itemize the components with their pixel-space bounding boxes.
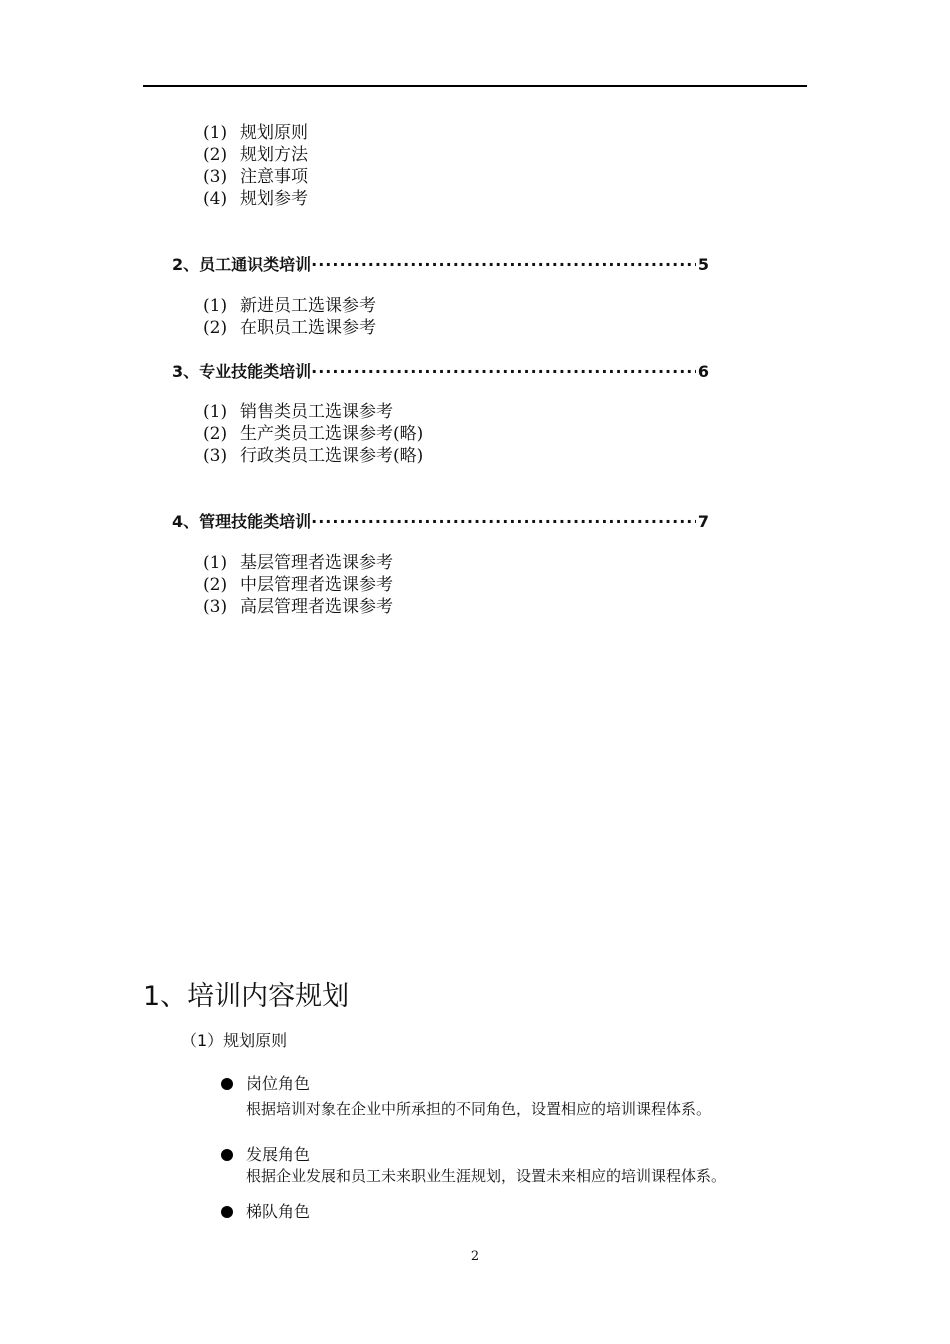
toc-item-number: (3) — [203, 597, 228, 617]
toc-leader-dots — [311, 362, 696, 382]
subsection-title: （1）规划原则 — [181, 1031, 288, 1050]
bullet-title: 岗位角色 — [246, 1074, 311, 1093]
toc-item-number: (4) — [203, 189, 228, 209]
toc-item-number: (1) — [203, 296, 228, 316]
toc-entry-title: 4、管理技能类培训 — [172, 512, 312, 531]
toc-entry-title: 2、员工通识类培训 — [172, 255, 312, 274]
toc-item-label: 新进员工选课参考 — [240, 296, 376, 316]
toc-entry-page: 6 — [697, 362, 709, 381]
page-number: 2 — [470, 1249, 480, 1264]
toc-item-label: 规划原则 — [240, 123, 308, 143]
toc-item-number: (2) — [203, 318, 228, 338]
toc-leader-dots — [311, 255, 696, 275]
toc-item-label: 基层管理者选课参考 — [240, 553, 393, 573]
toc-item-label: 注意事项 — [240, 167, 308, 187]
toc-item — [203, 597, 393, 617]
toc-item — [203, 145, 308, 165]
toc-entry-general-training[interactable] — [172, 255, 709, 275]
toc-item — [203, 318, 376, 338]
toc-item — [203, 553, 393, 573]
toc-item — [203, 296, 376, 316]
toc-item — [203, 167, 308, 187]
toc-item-number: (1) — [203, 553, 228, 573]
section-title: 1、培训内容规划 — [143, 981, 350, 1012]
toc-item — [203, 123, 308, 143]
bullet-title: 发展角色 — [246, 1145, 311, 1164]
bullet-icon — [221, 1078, 233, 1090]
header-rule — [143, 85, 807, 87]
toc-entry-title: 3、专业技能类培训 — [172, 362, 312, 381]
toc-item-number: (3) — [203, 167, 228, 187]
toc-item-label: 生产类员工选课参考(略) — [240, 424, 424, 444]
toc-item — [203, 446, 423, 466]
toc-item-label: 行政类员工选课参考(略) — [240, 446, 424, 466]
toc-entry-page: 7 — [697, 512, 709, 531]
bullet-title: 梯队角色 — [246, 1202, 311, 1221]
toc-item — [203, 189, 308, 209]
toc-entry-page: 5 — [697, 255, 709, 274]
toc-item-number: (1) — [203, 123, 228, 143]
toc-item-label: 中层管理者选课参考 — [240, 575, 393, 595]
toc-entry-professional-training[interactable] — [172, 362, 709, 382]
toc-item-label: 规划方法 — [240, 145, 308, 165]
toc-item-number: (2) — [203, 575, 228, 595]
toc-item — [203, 424, 423, 444]
toc-item-number: (1) — [203, 402, 228, 422]
toc-item — [203, 402, 393, 422]
toc-item-label: 高层管理者选课参考 — [240, 597, 393, 617]
bullet-description: 根据企业发展和员工未来职业生涯规划，设置未来相应的培训课程体系。 — [246, 1167, 727, 1185]
toc-item-label: 销售类员工选课参考 — [240, 402, 393, 422]
bullet-icon — [221, 1149, 233, 1161]
toc-leader-dots — [311, 512, 696, 532]
bullet-description: 根据培训对象在企业中所承担的不同角色，设置相应的培训课程体系。 — [246, 1100, 712, 1118]
toc-item-number: (2) — [203, 145, 228, 165]
toc-item-label: 规划参考 — [240, 189, 308, 209]
toc-item-label: 在职员工选课参考 — [240, 318, 376, 338]
toc-entry-management-training[interactable] — [172, 512, 709, 532]
toc-item — [203, 575, 393, 595]
toc-item-number: (3) — [203, 446, 228, 466]
toc-item-number: (2) — [203, 424, 228, 444]
bullet-icon — [221, 1206, 233, 1218]
